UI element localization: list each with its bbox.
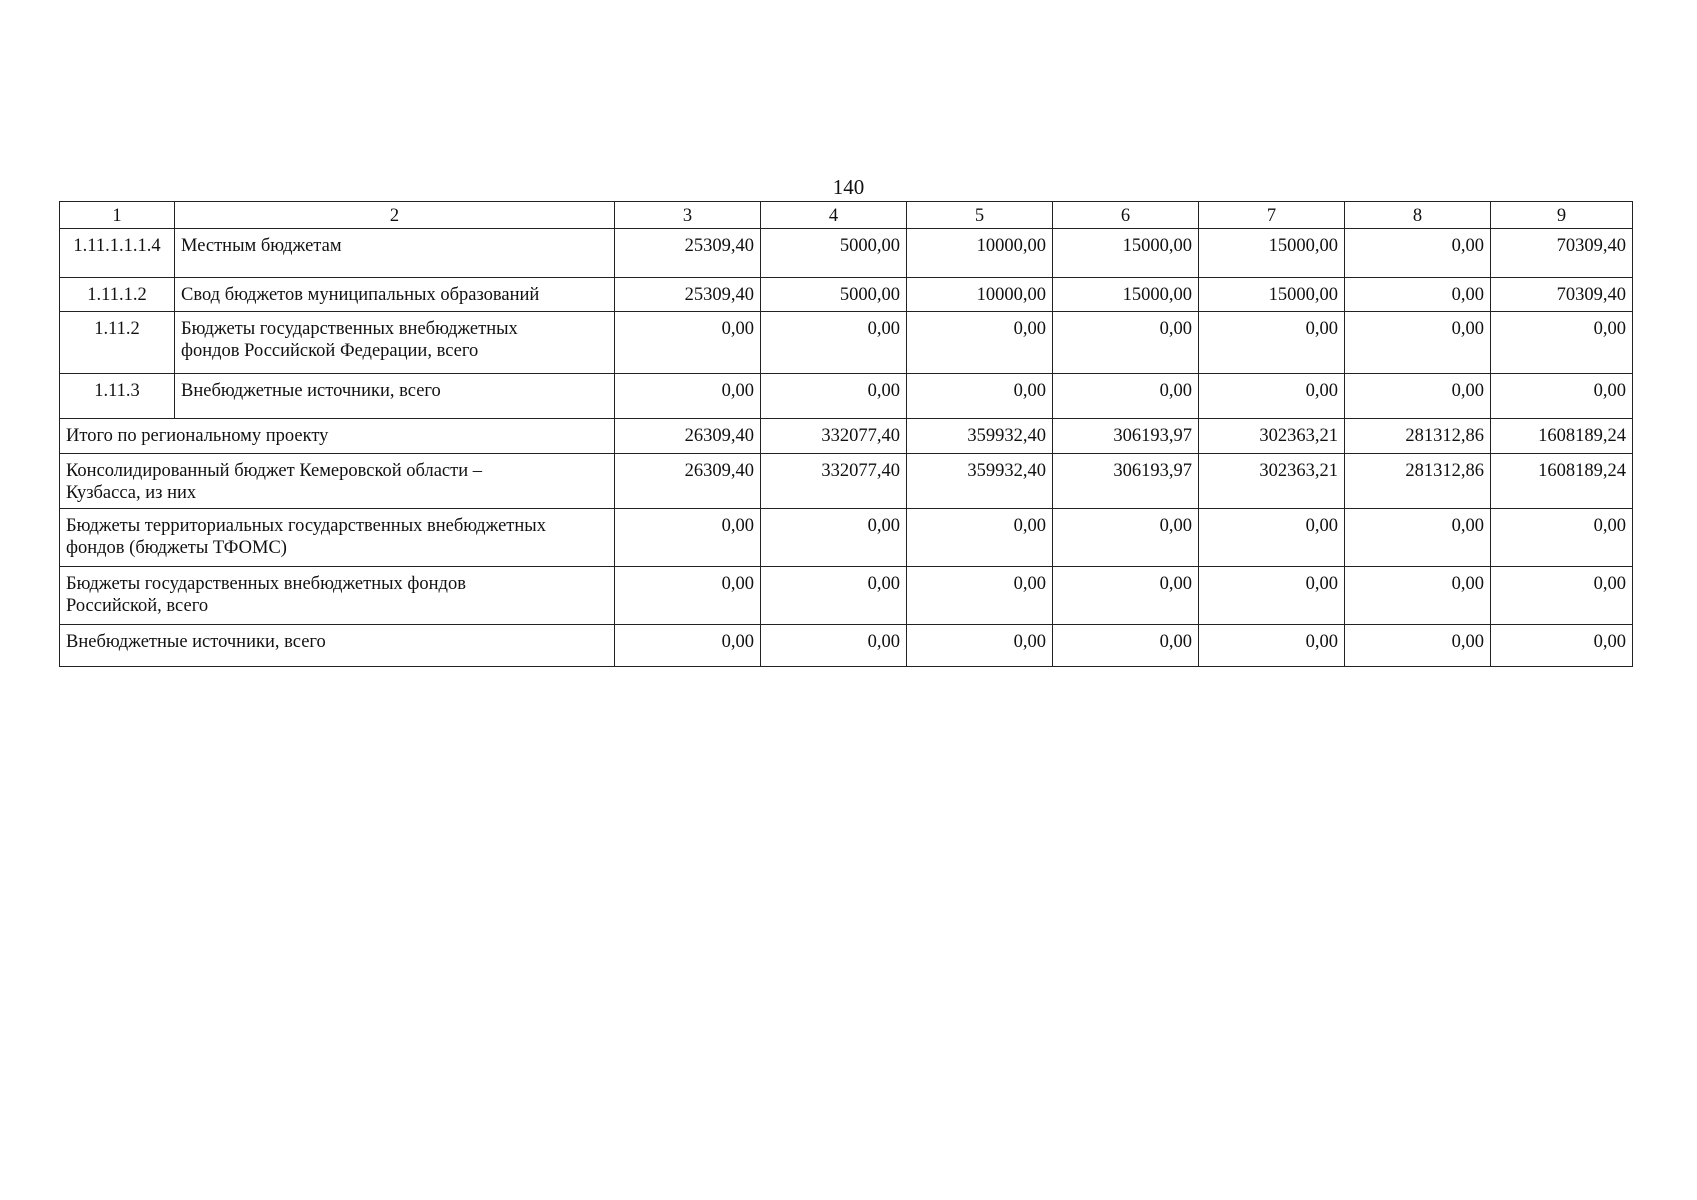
summary-value: 0,00 bbox=[1053, 625, 1199, 667]
row-value: 70309,40 bbox=[1491, 278, 1633, 312]
summary-value: 281312,86 bbox=[1345, 419, 1491, 454]
column-header: 7 bbox=[1199, 202, 1345, 229]
row-value: 15000,00 bbox=[1199, 278, 1345, 312]
summary-value: 359932,40 bbox=[907, 419, 1053, 454]
summary-value: 26309,40 bbox=[615, 454, 761, 509]
summary-value: 0,00 bbox=[1053, 567, 1199, 625]
summary-value: 306193,97 bbox=[1053, 419, 1199, 454]
summary-value: 281312,86 bbox=[1345, 454, 1491, 509]
column-header: 1 bbox=[60, 202, 175, 229]
row-value: 0,00 bbox=[1199, 312, 1345, 374]
column-header: 8 bbox=[1345, 202, 1491, 229]
row-code: 1.11.2 bbox=[60, 312, 175, 374]
row-value: 0,00 bbox=[1053, 374, 1199, 419]
summary-value: 0,00 bbox=[1491, 567, 1633, 625]
summary-value: 0,00 bbox=[1199, 509, 1345, 567]
column-header: 9 bbox=[1491, 202, 1633, 229]
row-name: Местным бюджетам bbox=[175, 229, 615, 278]
row-value: 0,00 bbox=[1199, 374, 1345, 419]
summary-value: 0,00 bbox=[1491, 625, 1633, 667]
table-row bbox=[60, 312, 1633, 374]
row-value: 0,00 bbox=[1345, 229, 1491, 278]
summary-value: 0,00 bbox=[1345, 567, 1491, 625]
row-value: 15000,00 bbox=[1053, 229, 1199, 278]
row-value: 10000,00 bbox=[907, 278, 1053, 312]
summary-value: 302363,21 bbox=[1199, 419, 1345, 454]
column-header: 4 bbox=[761, 202, 907, 229]
row-value: 15000,00 bbox=[1053, 278, 1199, 312]
row-value: 15000,00 bbox=[1199, 229, 1345, 278]
summary-value: 306193,97 bbox=[1053, 454, 1199, 509]
row-value: 0,00 bbox=[615, 374, 761, 419]
summary-value: 0,00 bbox=[1345, 625, 1491, 667]
budget-table bbox=[59, 201, 1633, 667]
summary-value: 0,00 bbox=[761, 509, 907, 567]
summary-value: 0,00 bbox=[907, 509, 1053, 567]
summary-value: 0,00 bbox=[615, 625, 761, 667]
row-value: 5000,00 bbox=[761, 229, 907, 278]
summary-value: 0,00 bbox=[761, 567, 907, 625]
column-header: 2 bbox=[175, 202, 615, 229]
table-row bbox=[60, 374, 1633, 419]
summary-row bbox=[60, 567, 1633, 625]
summary-label: Бюджеты территориальных государственных внебюджетных фондов (бюджеты ТФОМС) bbox=[60, 509, 615, 567]
row-code: 1.11.1.1.1.4 bbox=[60, 229, 175, 278]
summary-row bbox=[60, 454, 1633, 509]
row-value: 25309,40 bbox=[615, 229, 761, 278]
summary-value: 26309,40 bbox=[615, 419, 761, 454]
column-header: 6 bbox=[1053, 202, 1199, 229]
summary-label: Итого по региональному проекту bbox=[60, 419, 615, 454]
row-value: 10000,00 bbox=[907, 229, 1053, 278]
row-value: 70309,40 bbox=[1491, 229, 1633, 278]
row-value: 0,00 bbox=[907, 312, 1053, 374]
summary-value: 0,00 bbox=[1491, 509, 1633, 567]
row-value: 0,00 bbox=[1491, 312, 1633, 374]
row-value: 0,00 bbox=[1345, 374, 1491, 419]
summary-value: 0,00 bbox=[1345, 509, 1491, 567]
summary-value: 0,00 bbox=[907, 567, 1053, 625]
row-value: 0,00 bbox=[1491, 374, 1633, 419]
row-name: Свод бюджетов муниципальных образований bbox=[175, 278, 615, 312]
summary-value: 0,00 bbox=[907, 625, 1053, 667]
row-value: 0,00 bbox=[615, 312, 761, 374]
summary-row bbox=[60, 625, 1633, 667]
column-header: 3 bbox=[615, 202, 761, 229]
row-value: 5000,00 bbox=[761, 278, 907, 312]
table-row bbox=[60, 229, 1633, 278]
summary-value: 359932,40 bbox=[907, 454, 1053, 509]
summary-row bbox=[60, 419, 1633, 454]
summary-value: 0,00 bbox=[1053, 509, 1199, 567]
summary-value: 332077,40 bbox=[761, 454, 907, 509]
row-code: 1.11.3 bbox=[60, 374, 175, 419]
summary-value: 0,00 bbox=[1199, 625, 1345, 667]
row-value: 0,00 bbox=[1345, 278, 1491, 312]
table-row bbox=[60, 278, 1633, 312]
column-number-row bbox=[60, 202, 1633, 229]
row-value: 25309,40 bbox=[615, 278, 761, 312]
summary-value: 1608189,24 bbox=[1491, 419, 1633, 454]
row-value: 0,00 bbox=[1345, 312, 1491, 374]
summary-value: 302363,21 bbox=[1199, 454, 1345, 509]
summary-label: Бюджеты государственных внебюджетных фондов Российской, всего bbox=[60, 567, 615, 625]
summary-value: 0,00 bbox=[761, 625, 907, 667]
summary-label: Внебюджетные источники, всего bbox=[60, 625, 615, 667]
summary-row bbox=[60, 509, 1633, 567]
summary-value: 1608189,24 bbox=[1491, 454, 1633, 509]
row-value: 0,00 bbox=[761, 312, 907, 374]
summary-value: 332077,40 bbox=[761, 419, 907, 454]
summary-value: 0,00 bbox=[1199, 567, 1345, 625]
summary-value: 0,00 bbox=[615, 567, 761, 625]
row-name: Внебюджетные источники, всего bbox=[175, 374, 615, 419]
row-name: Бюджеты государственных внебюджетных фондов Российской Федерации, всего bbox=[175, 312, 615, 374]
row-value: 0,00 bbox=[1053, 312, 1199, 374]
row-code: 1.11.1.2 bbox=[60, 278, 175, 312]
row-value: 0,00 bbox=[907, 374, 1053, 419]
column-header: 5 bbox=[907, 202, 1053, 229]
row-value: 0,00 bbox=[761, 374, 907, 419]
summary-value: 0,00 bbox=[615, 509, 761, 567]
page-number: 140 bbox=[832, 175, 865, 199]
summary-label: Консолидированный бюджет Кемеровской области – Кузбасса, из них bbox=[60, 454, 615, 509]
